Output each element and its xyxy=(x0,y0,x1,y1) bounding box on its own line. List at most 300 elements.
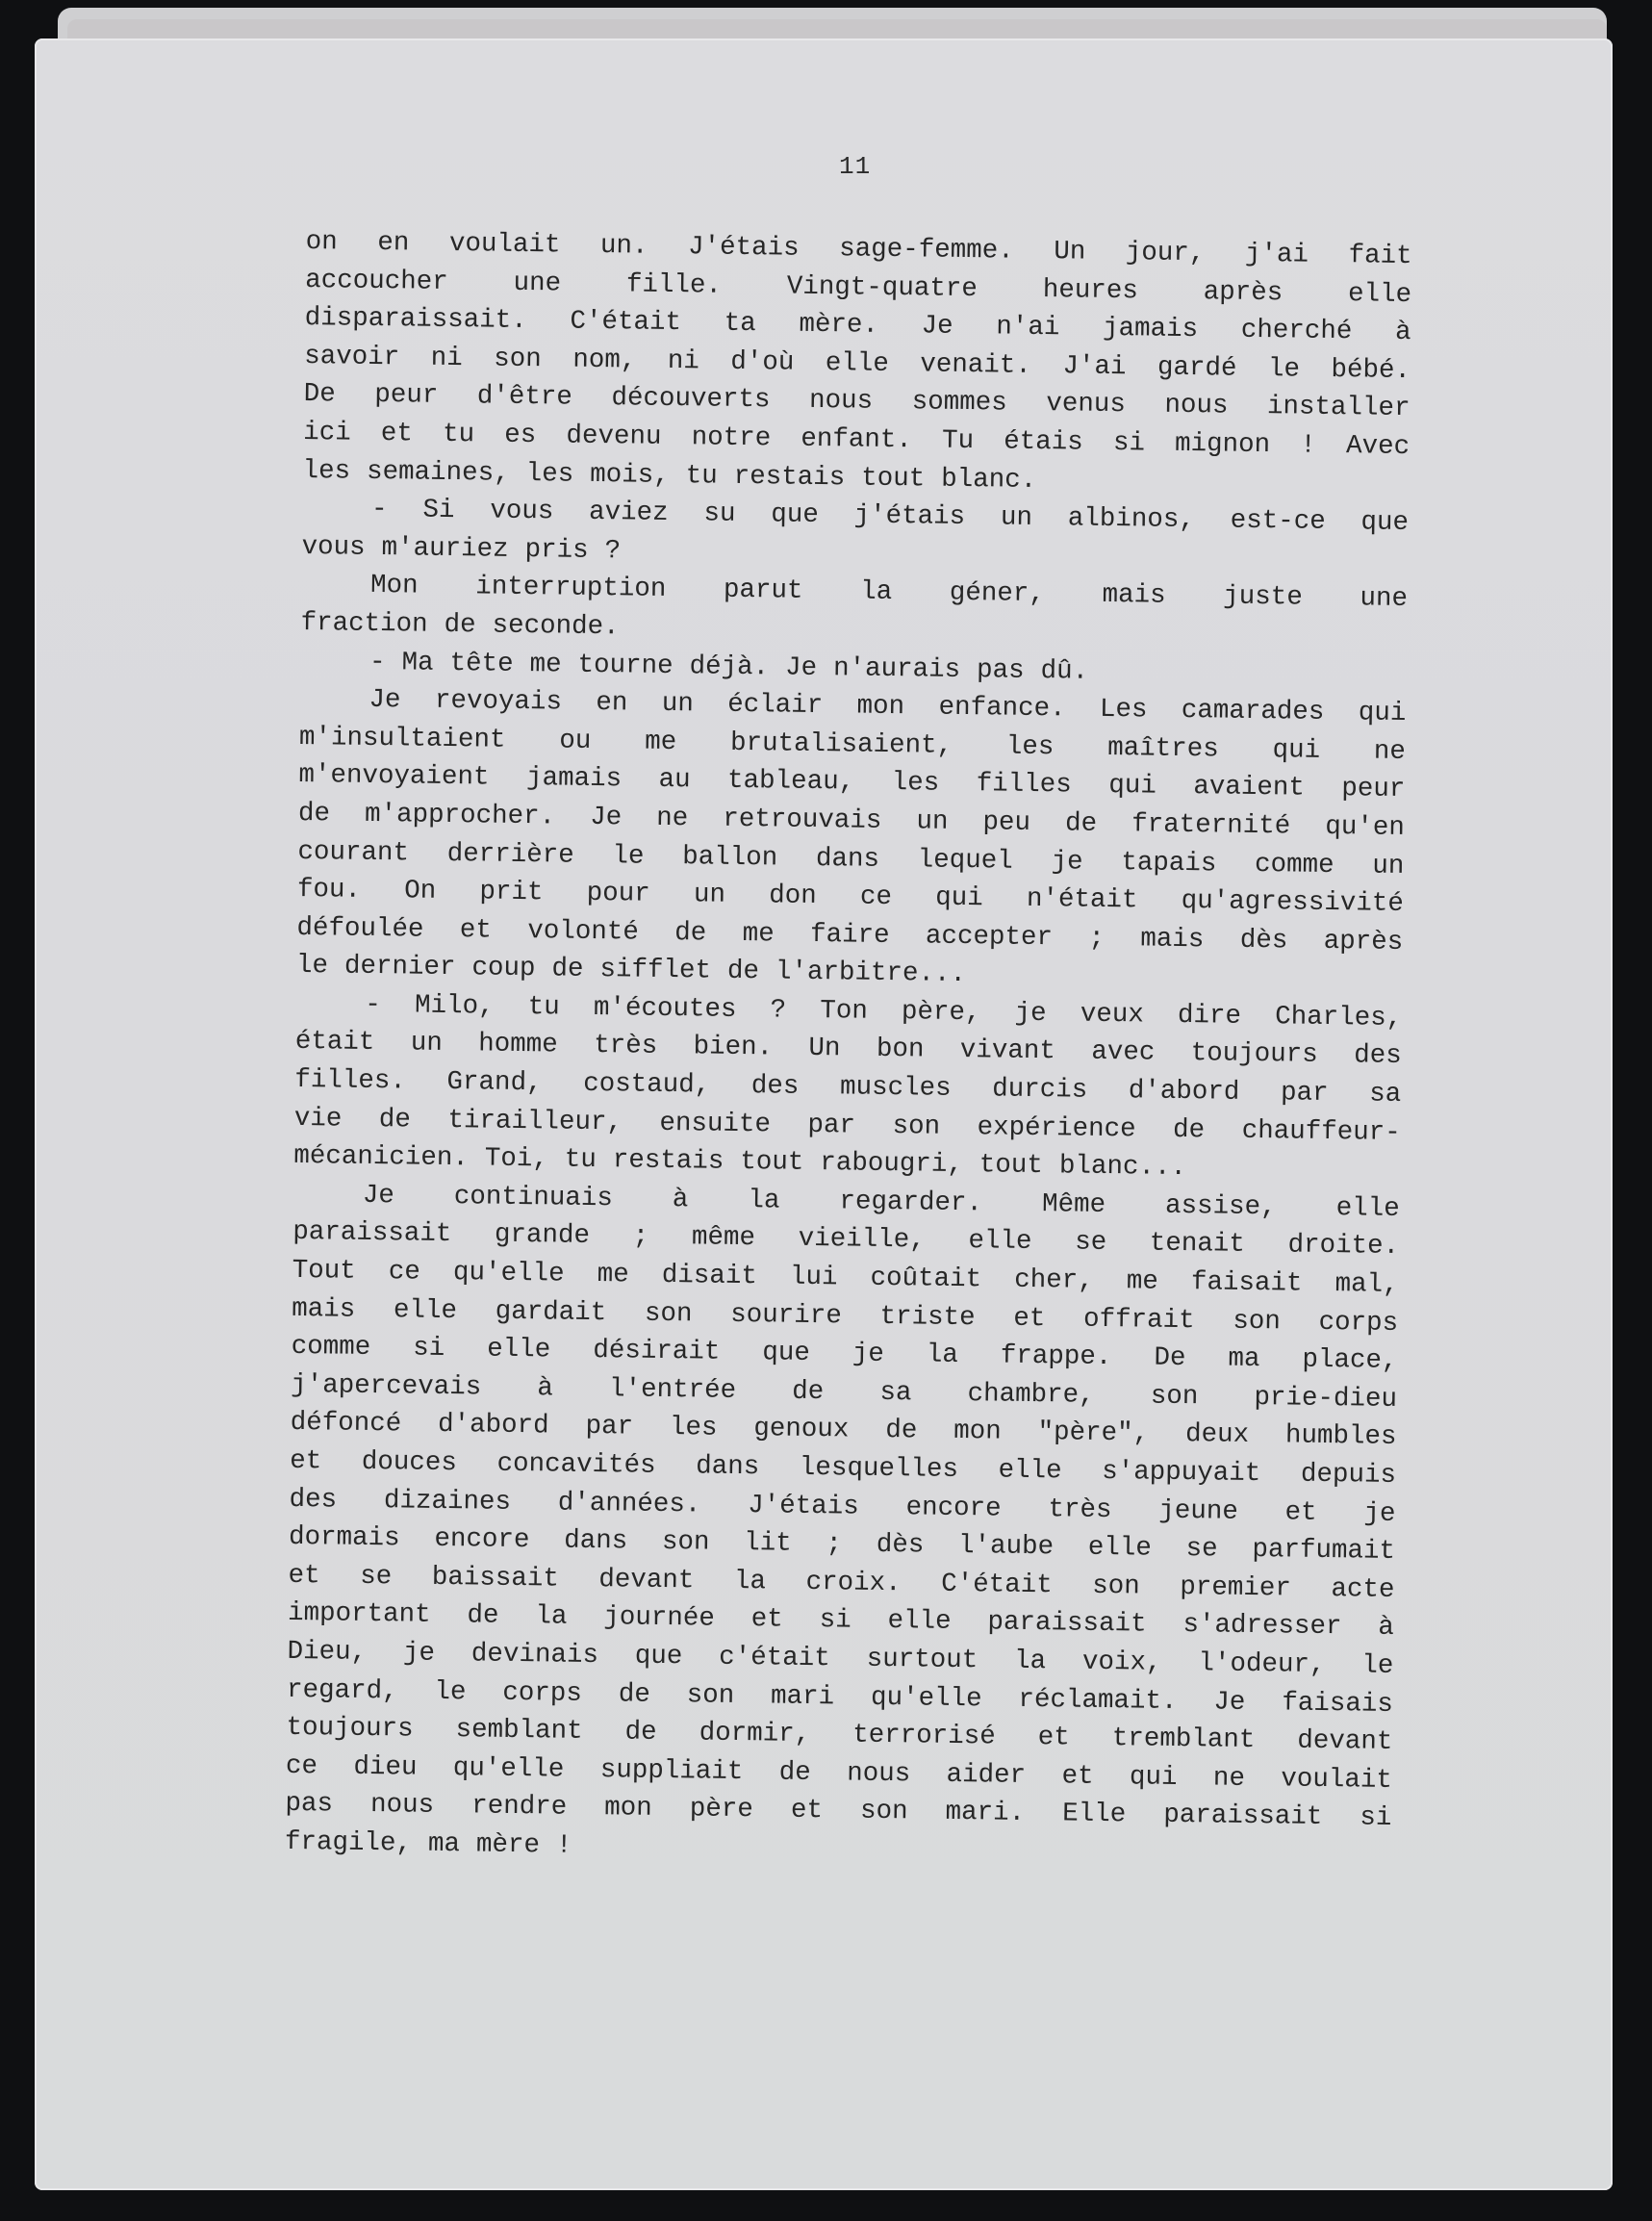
word: sifflet xyxy=(599,955,712,986)
word: Un xyxy=(1054,237,1086,268)
word: et xyxy=(790,1796,824,1826)
word: d'être xyxy=(476,381,573,414)
word: elle xyxy=(1347,278,1412,310)
word: de xyxy=(378,1104,412,1136)
word: ? xyxy=(770,995,787,1026)
word: son xyxy=(1233,1306,1282,1337)
word: son xyxy=(494,344,542,374)
word: qui xyxy=(1358,698,1407,729)
word: devenu xyxy=(566,421,662,452)
word: jeune xyxy=(1158,1495,1238,1527)
word: fou. xyxy=(296,875,362,906)
word: le xyxy=(295,951,329,982)
word: voulait xyxy=(448,228,561,261)
word: humbles xyxy=(1284,1420,1397,1453)
word: qui xyxy=(1272,734,1321,766)
word: d'abord xyxy=(437,1410,549,1442)
word: encore xyxy=(434,1524,530,1556)
word: aider xyxy=(946,1759,1027,1791)
word: mignon xyxy=(1174,428,1271,461)
word: et xyxy=(1037,1723,1070,1753)
word: défoncé xyxy=(290,1408,402,1440)
word: coûtait xyxy=(870,1263,982,1295)
word: costaud, xyxy=(582,1068,711,1101)
word: si xyxy=(1112,427,1146,459)
word: bien. xyxy=(693,1032,774,1063)
word: le xyxy=(612,840,645,872)
word: qu'elle xyxy=(452,1258,565,1289)
word: un. xyxy=(599,231,648,262)
word: la xyxy=(926,1340,959,1371)
word: elle xyxy=(487,1334,551,1366)
word: premier xyxy=(1180,1571,1292,1604)
word: voix, xyxy=(1081,1647,1162,1678)
word: par xyxy=(807,1110,856,1141)
word: une xyxy=(513,268,562,299)
word: qu'agressivité xyxy=(1181,886,1404,920)
word: dès xyxy=(876,1530,925,1561)
word: découverts xyxy=(611,383,771,416)
word: interruption xyxy=(475,572,667,605)
word: m'écoutes xyxy=(593,992,737,1025)
word: suppliait xyxy=(599,1754,744,1787)
word: comme xyxy=(1254,849,1334,881)
word: disparaissait. xyxy=(304,303,527,337)
word: avaient xyxy=(1193,772,1306,804)
word: fait xyxy=(1348,241,1412,272)
word: un xyxy=(1000,502,1033,534)
word: ce xyxy=(859,881,893,913)
word: frappe. xyxy=(1000,1340,1112,1373)
word: de xyxy=(444,609,476,641)
word: son xyxy=(686,1679,735,1711)
word: si xyxy=(1360,1802,1392,1834)
word: devinais xyxy=(470,1639,599,1672)
word: mère xyxy=(475,1829,541,1861)
word: tête xyxy=(449,648,514,679)
word: voulait xyxy=(1281,1764,1393,1796)
word: après xyxy=(1323,926,1404,957)
word: gardé xyxy=(1156,352,1237,384)
word: nom, xyxy=(572,345,637,376)
word: mais xyxy=(1102,580,1166,612)
word: tu xyxy=(564,1144,597,1176)
word: lit xyxy=(744,1528,792,1559)
word: sa xyxy=(1369,1079,1402,1110)
word: par xyxy=(1280,1078,1329,1110)
word: que xyxy=(634,1641,683,1672)
word: ni xyxy=(430,343,463,373)
word: vieille, xyxy=(798,1224,926,1256)
word: venait. xyxy=(920,349,1032,381)
word: n'ai xyxy=(996,312,1060,344)
word: son xyxy=(892,1110,941,1142)
word: la xyxy=(535,1601,568,1633)
word: qui xyxy=(1108,771,1156,802)
word: ; xyxy=(826,1529,843,1560)
word: accepter xyxy=(925,921,1054,953)
word: les xyxy=(891,768,940,799)
word: à xyxy=(1378,1613,1395,1644)
word: me xyxy=(1126,1266,1159,1297)
word: et xyxy=(1061,1761,1094,1792)
word: Je xyxy=(369,685,401,716)
word: mécanicien. xyxy=(293,1141,470,1174)
word: Vingt-quatre xyxy=(786,271,978,304)
word: des xyxy=(1353,1040,1402,1072)
word: dieu xyxy=(353,1751,418,1783)
word: la xyxy=(748,1185,780,1216)
word: peu xyxy=(982,807,1031,838)
word: jamais xyxy=(525,763,623,795)
word: de xyxy=(297,798,331,830)
word: fragile, xyxy=(284,1826,413,1859)
word: camarades xyxy=(1181,696,1325,728)
word: ici xyxy=(302,417,351,448)
word: accoucher xyxy=(305,265,448,297)
word: Milo, xyxy=(414,990,495,1022)
word: mari xyxy=(770,1681,835,1712)
word: mère. xyxy=(799,309,879,341)
word: sourire xyxy=(730,1299,842,1332)
word: tu xyxy=(527,991,560,1023)
word: me xyxy=(644,727,677,757)
word: défoulée xyxy=(296,912,424,945)
word: depuis xyxy=(1300,1459,1397,1491)
word: triste xyxy=(879,1301,976,1333)
word: en xyxy=(377,227,410,259)
word: mois, xyxy=(589,459,670,491)
word: se xyxy=(359,1561,393,1593)
word: je xyxy=(1051,846,1083,878)
word: les xyxy=(525,458,574,490)
word: tu xyxy=(442,419,475,450)
page-number: 11 xyxy=(839,152,872,181)
word: ta xyxy=(724,308,756,340)
word: c'était xyxy=(719,1642,830,1674)
word: Avec xyxy=(1345,431,1411,463)
word: don xyxy=(769,881,817,912)
word: lui xyxy=(789,1262,838,1293)
word: Je xyxy=(1213,1687,1246,1718)
word: venus xyxy=(1046,389,1127,421)
word: père, xyxy=(901,997,981,1029)
word: tapais xyxy=(1121,847,1217,879)
word: toujours xyxy=(1190,1038,1318,1071)
word: courant xyxy=(297,836,410,868)
word: était xyxy=(294,1027,375,1059)
word: semblant xyxy=(455,1715,583,1748)
word: qui xyxy=(1129,1762,1178,1793)
word: offrait xyxy=(1082,1304,1195,1336)
word: à xyxy=(672,1184,689,1215)
word: devant xyxy=(1297,1725,1393,1758)
word: important xyxy=(287,1598,431,1631)
word: sa xyxy=(879,1377,912,1409)
word: vous xyxy=(490,496,554,527)
word: est-ce xyxy=(1230,505,1326,538)
word: de xyxy=(778,1757,811,1788)
word: douces xyxy=(361,1446,458,1479)
word: prit xyxy=(479,877,544,908)
word: je xyxy=(1014,998,1047,1030)
word: dû. xyxy=(1040,655,1089,687)
word: comme xyxy=(291,1332,371,1364)
word: bon xyxy=(876,1034,925,1065)
word: la xyxy=(1013,1646,1047,1677)
word: la xyxy=(733,1566,767,1597)
word: fraction xyxy=(300,607,428,640)
word: fille. xyxy=(625,268,723,301)
word: parfumait xyxy=(1252,1535,1396,1568)
word: j'ai xyxy=(1244,239,1309,270)
word: les xyxy=(302,455,351,487)
word: veux xyxy=(1080,999,1145,1031)
word: n'aurais xyxy=(832,652,961,685)
word: ! xyxy=(1300,430,1317,461)
word: Je xyxy=(589,802,623,833)
word: les xyxy=(1005,731,1055,762)
word: si xyxy=(819,1605,851,1636)
word: concavités xyxy=(496,1448,656,1481)
word: Les xyxy=(1099,694,1148,726)
word: corps xyxy=(1318,1307,1399,1339)
word: elle xyxy=(393,1294,458,1326)
word: - xyxy=(369,647,386,677)
word: vivant xyxy=(959,1035,1056,1067)
word: surtout xyxy=(866,1644,978,1676)
word: des xyxy=(750,1071,800,1102)
word: restais xyxy=(733,461,846,493)
word: J'étais xyxy=(748,1490,859,1522)
word: géner, xyxy=(949,578,1046,610)
word: j'étais xyxy=(853,500,966,533)
word: tout xyxy=(740,1147,804,1179)
word: dire xyxy=(1177,1000,1242,1032)
word: une xyxy=(1360,583,1409,615)
word: fraternité xyxy=(1131,809,1291,842)
word: savoir xyxy=(303,341,400,373)
word: mal, xyxy=(1334,1269,1399,1300)
word: expérience xyxy=(977,1111,1136,1145)
word: elle xyxy=(998,1455,1062,1487)
word: que xyxy=(771,499,820,531)
word: me xyxy=(529,649,562,680)
word: Ma xyxy=(401,647,434,678)
word: dans xyxy=(696,1451,760,1483)
word: Toi, xyxy=(484,1143,549,1175)
word: jour, xyxy=(1125,238,1206,269)
word: pris xyxy=(524,534,589,566)
word: jamais xyxy=(1102,314,1199,345)
word: qu'elle xyxy=(452,1752,565,1785)
word: paraissait xyxy=(1163,1800,1323,1833)
word: déjà. xyxy=(689,651,770,682)
word: à xyxy=(537,1373,554,1404)
word: la xyxy=(859,576,893,608)
word: tremblant xyxy=(1111,1723,1256,1756)
word: étais xyxy=(1004,426,1083,458)
word: tu xyxy=(685,460,718,492)
word: C'était xyxy=(940,1569,1053,1601)
word: tirailleur, xyxy=(447,1105,623,1138)
word: ballon xyxy=(682,841,778,873)
word: prie-dieu xyxy=(1254,1382,1398,1415)
word: grande xyxy=(494,1220,591,1252)
word: tableau, xyxy=(726,766,855,798)
word: et xyxy=(1013,1303,1046,1334)
word: nous xyxy=(808,386,874,418)
word: Tu xyxy=(941,425,975,457)
word: cherché xyxy=(1240,315,1353,347)
word: et xyxy=(289,1445,322,1477)
word: juste xyxy=(1223,581,1303,613)
word: cher, xyxy=(1014,1264,1094,1296)
word: blanc... xyxy=(1058,1151,1187,1184)
word: peur xyxy=(1341,774,1406,805)
word: qu'elle xyxy=(870,1682,982,1714)
word: ! xyxy=(555,1830,572,1861)
word: Dieu, xyxy=(287,1636,368,1668)
word: son xyxy=(1092,1570,1140,1602)
word: filles. xyxy=(294,1064,407,1097)
word: dans xyxy=(563,1525,628,1557)
word: lequel xyxy=(917,844,1013,877)
word: semaines, xyxy=(366,456,510,489)
word: tout xyxy=(978,1150,1044,1182)
word: dans xyxy=(815,843,880,875)
word: Si xyxy=(422,495,455,526)
word: regarder. xyxy=(839,1187,983,1219)
word: bébé. xyxy=(1331,354,1411,386)
word: un xyxy=(1372,851,1405,881)
word: Je xyxy=(921,311,953,343)
word: que xyxy=(762,1338,811,1369)
word: faisait xyxy=(1190,1267,1303,1299)
word: son xyxy=(859,1797,908,1827)
word: d'abord xyxy=(1128,1076,1240,1108)
word: nous xyxy=(369,1790,435,1822)
word: tenait xyxy=(1149,1229,1246,1261)
word: réclamait. xyxy=(1018,1684,1178,1717)
word: si xyxy=(413,1333,445,1365)
word: ma xyxy=(427,1828,461,1860)
word: l'entrée xyxy=(608,1374,737,1406)
word: lesquelles xyxy=(799,1452,959,1485)
word: se xyxy=(1074,1227,1107,1259)
word: volonté xyxy=(527,915,640,948)
word: avec xyxy=(1091,1037,1156,1069)
word: de xyxy=(885,1416,918,1446)
word: Je xyxy=(784,652,818,683)
word: journée xyxy=(603,1602,716,1635)
word: mais xyxy=(292,1293,356,1325)
word: restais xyxy=(612,1145,724,1178)
word: ce xyxy=(388,1257,421,1288)
word: me xyxy=(742,918,775,950)
word: Un xyxy=(808,1034,841,1064)
word: ni xyxy=(667,345,700,377)
word: droite. xyxy=(1287,1230,1400,1263)
word: l'arbitre... xyxy=(775,957,967,990)
word: toujours xyxy=(286,1713,414,1745)
word: m'envoyaient xyxy=(298,760,490,793)
word: genoux xyxy=(753,1414,850,1445)
word: elle xyxy=(887,1606,952,1638)
word: elle xyxy=(968,1226,1032,1258)
word: que xyxy=(1360,507,1410,539)
word: encore xyxy=(905,1492,1002,1524)
word: tout xyxy=(861,463,926,495)
word: s'appuyait xyxy=(1102,1456,1261,1490)
word: filles xyxy=(976,769,1072,801)
word: l'aube xyxy=(957,1531,1055,1563)
word: le xyxy=(1361,1650,1394,1681)
word: derrière xyxy=(446,838,574,871)
word: très xyxy=(1048,1493,1112,1525)
word: elle xyxy=(825,347,890,379)
word: peur xyxy=(374,380,439,412)
word: ne xyxy=(1212,1763,1246,1794)
word: je xyxy=(851,1339,885,1370)
word: mon xyxy=(856,691,905,723)
word: Mon xyxy=(369,571,419,601)
word: père xyxy=(689,1794,754,1825)
word: de xyxy=(551,954,584,985)
word: Même xyxy=(1041,1188,1106,1220)
word: devant xyxy=(598,1564,695,1596)
word: de xyxy=(624,1717,657,1749)
word: vie xyxy=(293,1103,343,1135)
word: les xyxy=(669,1413,718,1444)
word: son xyxy=(661,1527,710,1558)
word: désirait xyxy=(593,1336,721,1367)
word: de xyxy=(1172,1114,1206,1145)
word: croix. xyxy=(805,1567,902,1598)
word: après xyxy=(1203,276,1283,308)
word: de xyxy=(467,1600,499,1632)
word: faire xyxy=(809,919,890,951)
word: mari. xyxy=(945,1798,1026,1829)
word: elle xyxy=(1087,1532,1153,1564)
word: "père", xyxy=(1037,1417,1150,1449)
word: gardait xyxy=(495,1296,607,1328)
word: tourne xyxy=(577,650,674,681)
word: homme xyxy=(478,1029,558,1060)
word: d'années. xyxy=(557,1488,701,1520)
word: qu'en xyxy=(1325,811,1405,843)
word: un xyxy=(916,806,949,837)
word: parut xyxy=(723,575,803,607)
word: et xyxy=(750,1604,783,1635)
word: seconde. xyxy=(492,610,620,643)
word: dernier xyxy=(343,951,456,983)
word: vous xyxy=(301,531,366,563)
word: ne xyxy=(1373,736,1407,767)
word: durcis xyxy=(991,1074,1088,1106)
word: paraissait xyxy=(987,1607,1147,1640)
word: au xyxy=(658,765,691,796)
word: par xyxy=(585,1412,634,1442)
word: en xyxy=(596,688,628,719)
word: J'étais xyxy=(687,232,800,264)
word: de xyxy=(618,1678,651,1710)
word: un xyxy=(661,689,694,720)
word: installer xyxy=(1266,392,1411,424)
word: su xyxy=(703,498,736,530)
word: On xyxy=(403,876,437,906)
word: deux xyxy=(1184,1419,1250,1451)
